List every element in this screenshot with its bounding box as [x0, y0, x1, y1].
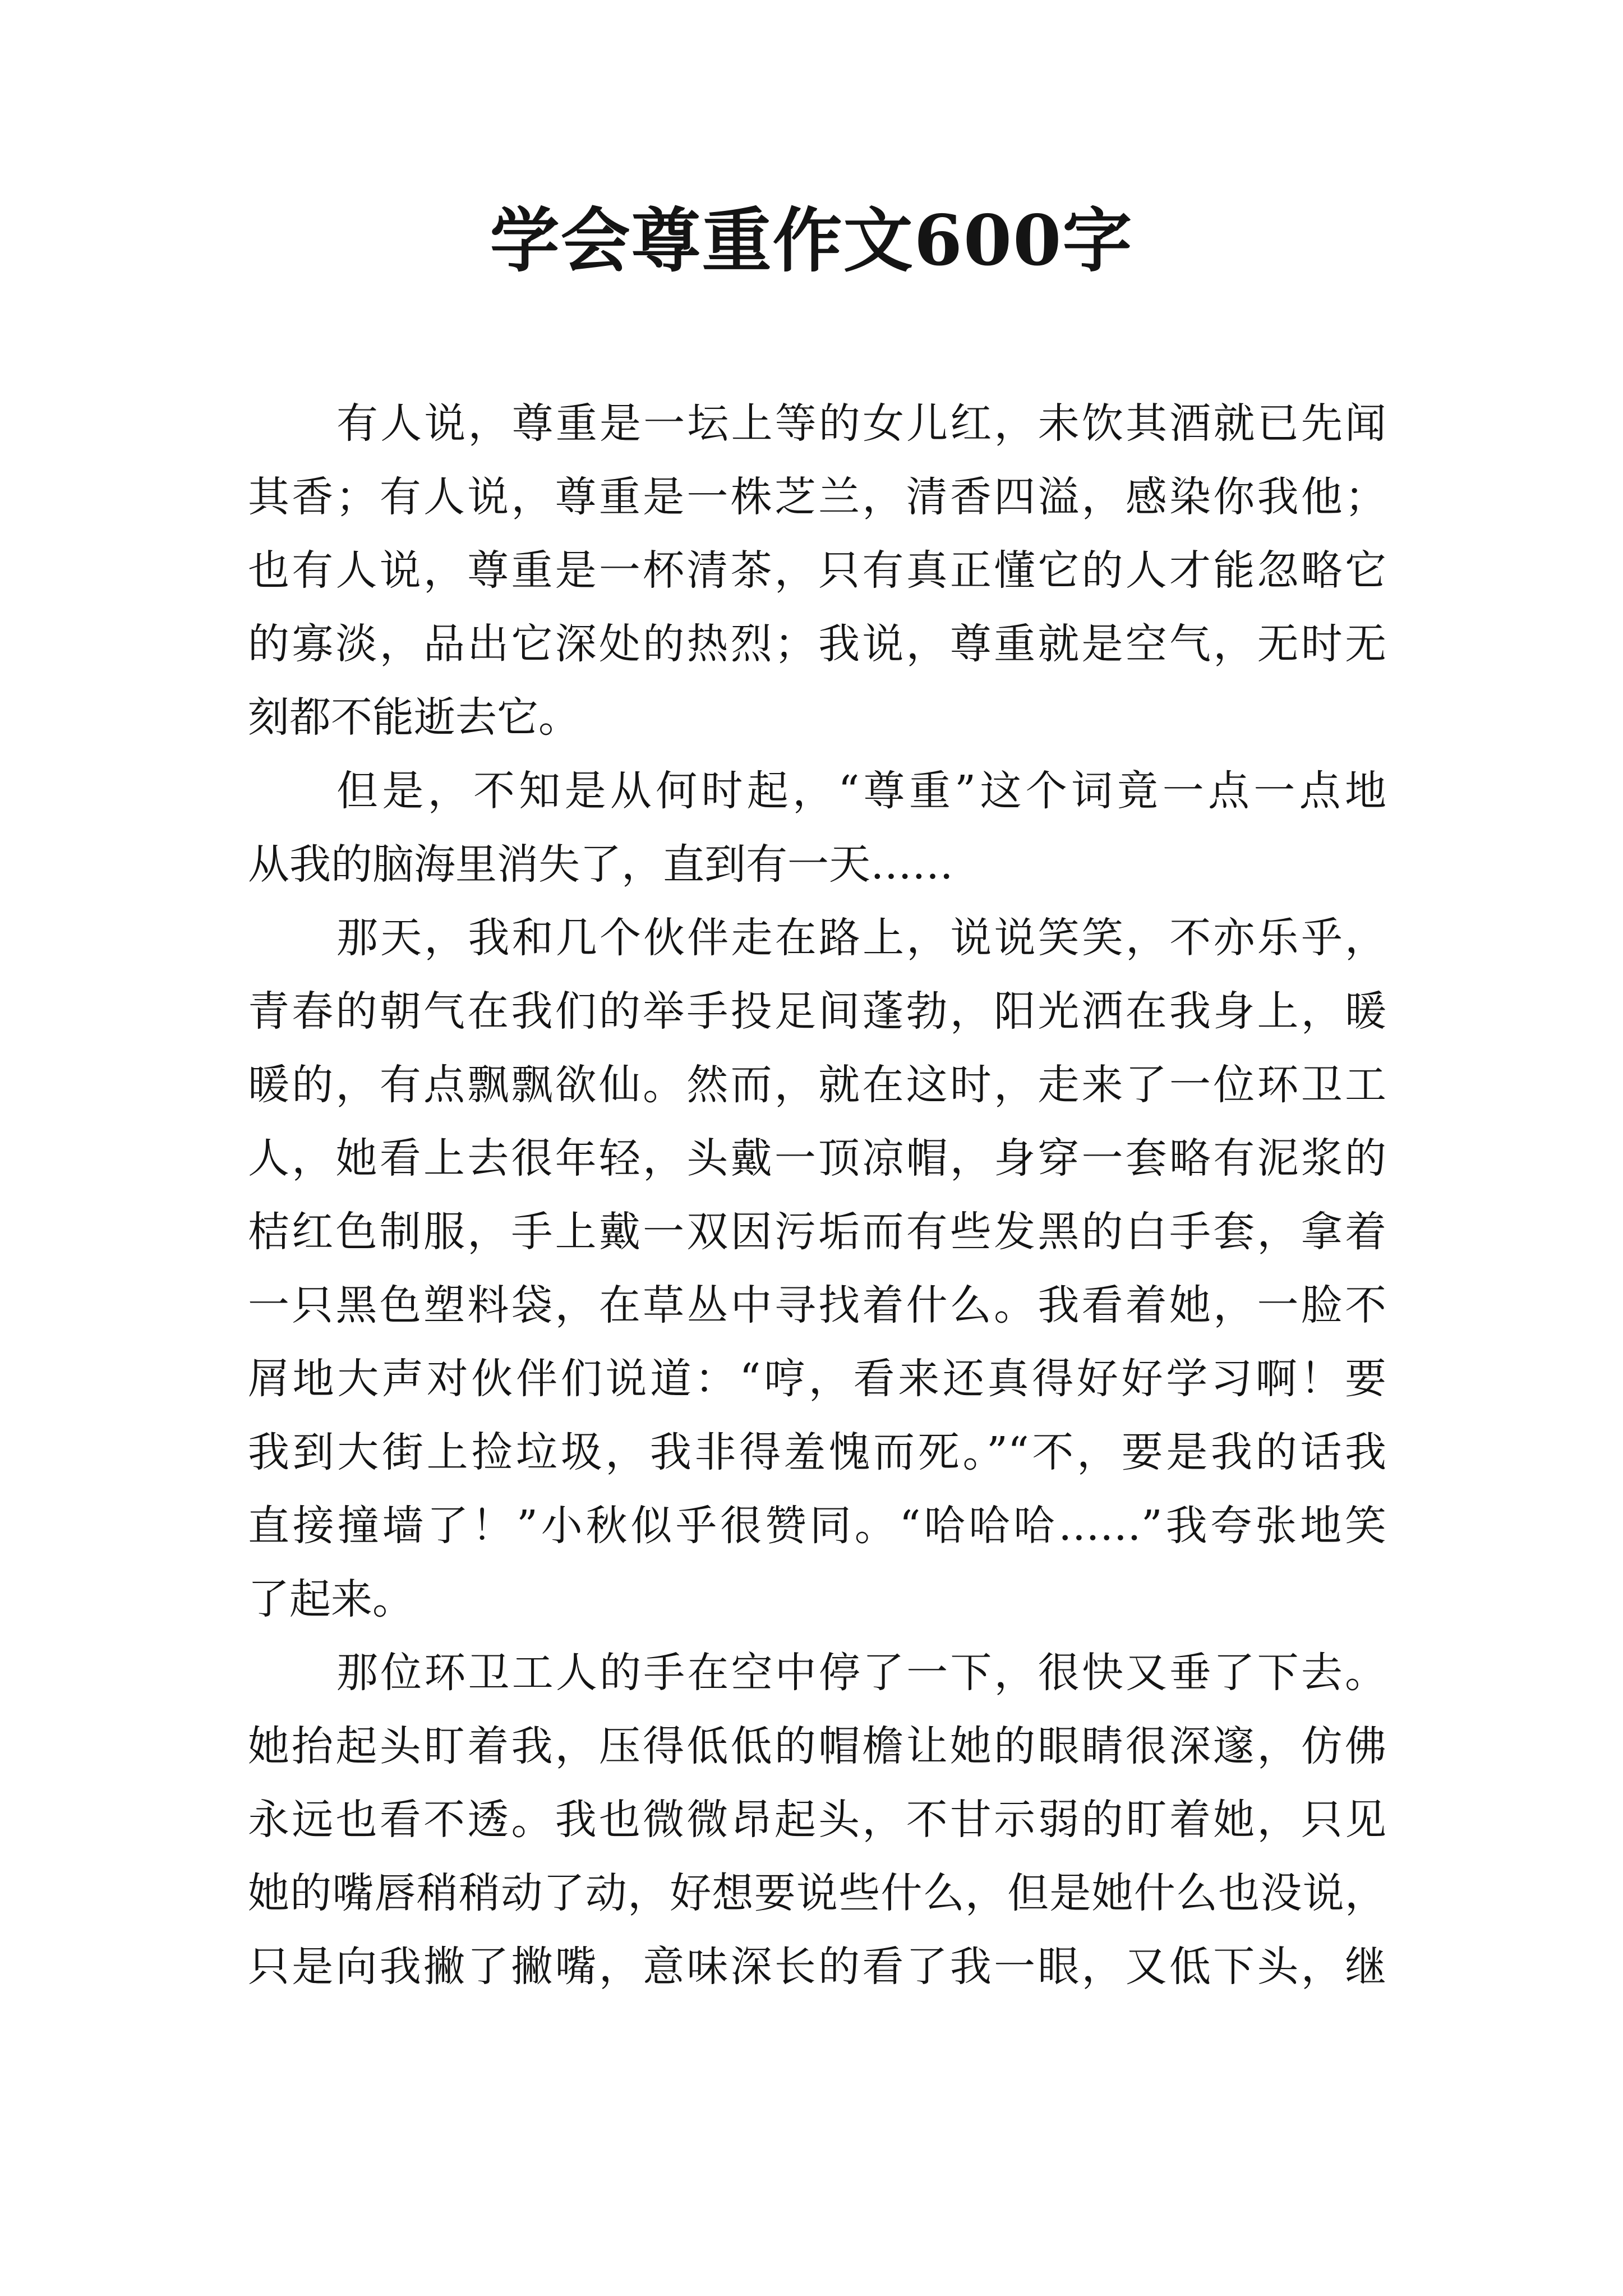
text-line: 她的嘴唇稍稍动了动，好想要说些什么，但是她什么也没说， [248, 1869, 1386, 1917]
text-line: 但是，不知是从何时起，“尊重”这个词竟一点一点地 [336, 767, 1386, 815]
text-line: 人，她看上去很年轻，头戴一顶凉帽，身穿一套略有泥浆的 [248, 1134, 1386, 1182]
text-line: 直接撞墙了！”小秋似乎很赞同。“哈哈哈……”我夸张地笑 [248, 1502, 1386, 1550]
text-line: 的寡淡，品出它深处的热烈；我说，尊重就是空气，无时无 [248, 620, 1386, 668]
text-line: 我到大街上捡垃圾，我非得羞愧而死。”“不，要是我的话我 [248, 1428, 1386, 1476]
text-line: 青春的朝气在我们的举手投足间蓬勃，阳光洒在我身上，暖 [248, 987, 1386, 1036]
text-line: 有人说，尊重是一坛上等的女儿红，未饮其酒就已先闻 [336, 399, 1386, 448]
text-line: 她抬起头盯着我，压得低低的帽檐让她的眼睛很深邃，仿佛 [248, 1722, 1386, 1770]
text-line: 永远也看不透。我也微微昂起头，不甘示弱的盯着她，只见 [248, 1796, 1386, 1844]
text-line: 屑地大声对伙伴们说道：“哼，看来还真得好好学习啊！要 [248, 1355, 1386, 1403]
essay-body [248, 387, 1386, 2004]
text-line: 暖的，有点飘飘欲仙。然而，就在这时，走来了一位环卫工 [248, 1061, 1386, 1109]
text-line: 那天，我和几个伙伴走在路上，说说笑笑，不亦乐乎， [336, 914, 1386, 962]
text-line: 只是向我撇了撇嘴，意味深长的看了我一眼，又低下头，继 [248, 1943, 1386, 1991]
text-line: 其香；有人说，尊重是一株芝兰，清香四溢，感染你我他； [248, 473, 1386, 521]
text-line: 也有人说，尊重是一杯清茶，只有真正懂它的人才能忽略它 [248, 546, 1386, 595]
text-line: 那位环卫工人的手在空中停了一下，很快又垂了下去。 [336, 1649, 1386, 1697]
text-line: 刻都不能逝去它。 [248, 693, 580, 742]
text-line: 从我的脑海里消失了，直到有一天…… [248, 840, 953, 889]
text-line: 桔红色制服，手上戴一双因污垢而有些发黑的白手套，拿着 [248, 1208, 1386, 1256]
text-line: 了起来。 [248, 1575, 414, 1623]
text-line: 一只黑色塑料袋，在草丛中寻找着什么。我看着她，一脸不 [248, 1281, 1386, 1329]
page-title: 学会尊重作文600字 [490, 200, 1133, 282]
